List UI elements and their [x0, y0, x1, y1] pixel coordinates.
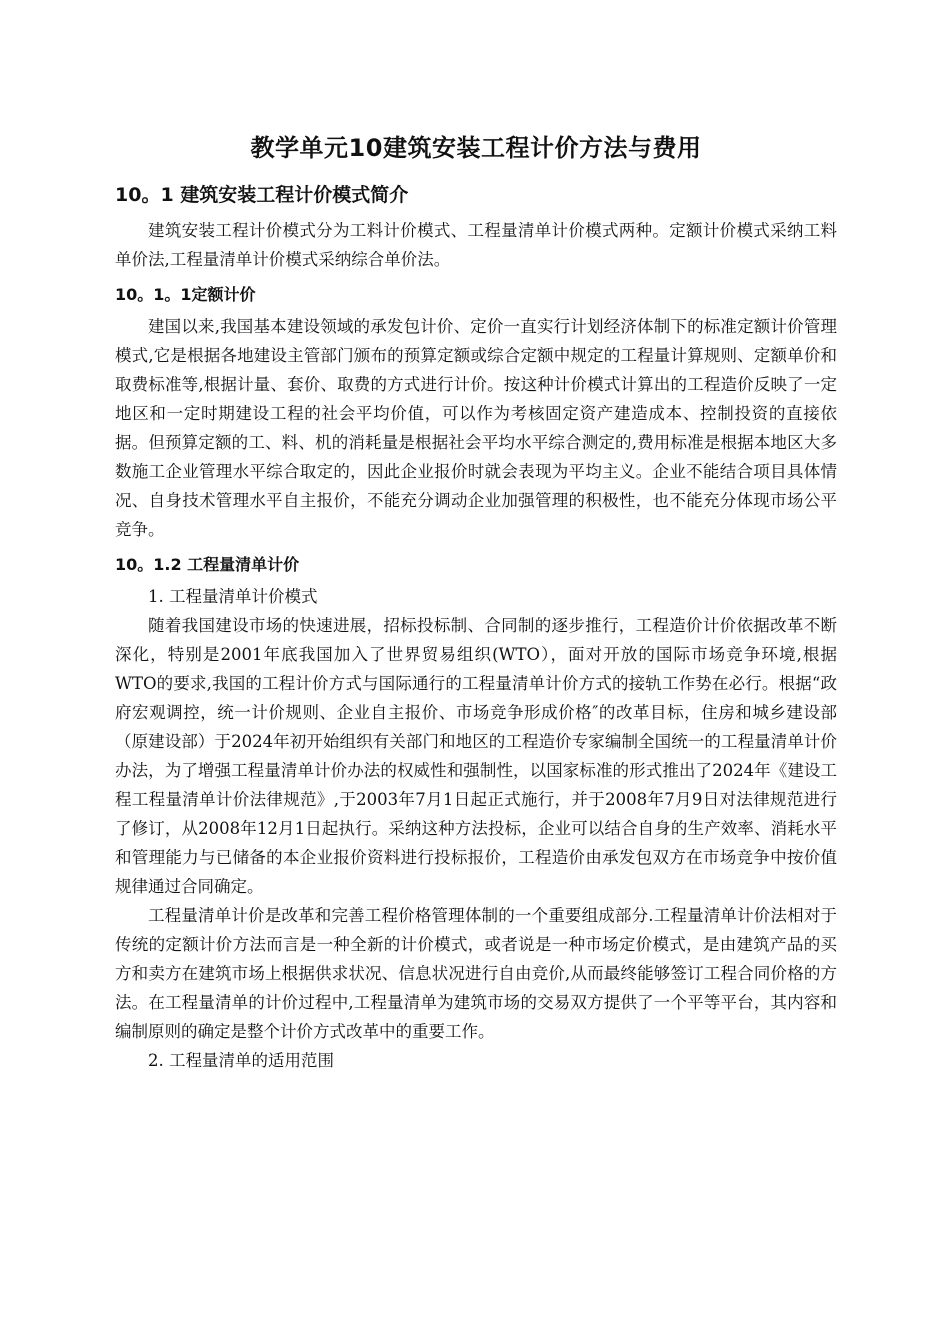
section-intro-paragraph: 建筑安装工程计价模式分为工料计价模式、工程量清单计价模式两种。定额计价模式采纳工料单价法,工程量清单计价模式采纳综合单价法。: [115, 221, 837, 269]
list-item-scope: 2. 工程量清单的适用范围: [148, 1051, 334, 1070]
subsection-heading-quota-pricing: 10。1。1定额计价: [115, 285, 256, 304]
section-heading: 10。1 建筑安装工程计价模式简介: [115, 184, 409, 206]
bill-of-quantities-paragraph-1: 随着我国建设市场的快速进展，招标投标制、合同制的逐步推行，工程造价计价依据改革不断深化，特别是2001年底我国加入了世界贸易组织(WTO），面对开放的国际市场竞争环境,根据WTO的要求,我国的工程计价方式与国际通行的工程量清单计价方式的接轨工作势在必行。根据“政府宏观调控，统一计价规则、企业自主报价、市场竞争形成价格″的改革目标，住房和城乡建设部（原建设部）于2024年初开始组织有关部门和地区的工程造价专家编制全国统一的工程量清单计价办法，为了增强工程量清单计价办法的权威性和强制性，以国家标准的形式推出了2024年《建设工程工程量清单计价法律规范》,于2003年7月1日起正式施行，并于2008年7月9日对法律规范进行了修订，从2008年12月1日起执行。采纳这种方法投标，企业可以结合自身的生产效率、消耗水平和管理能力与已储备的本企业报价资料进行投标报价，工程造价由承发包双方在市场竞争中按价值规律通过合同确定。: [115, 616, 837, 896]
subsection-heading-bill-of-quantities: 10。1.2 工程量清单计价: [115, 555, 300, 574]
list-item-pricing-mode: 1. 工程量清单计价模式: [148, 587, 318, 606]
bill-of-quantities-paragraph-2: 工程量清单计价是改革和完善工程价格管理体制的一个重要组成部分.工程量清单计价法相对于传统的定额计价方法而言是一种全新的计价模式，或者说是一种市场定价模式，是由建筑产品的买方和卖方在建筑市场上根据供求状况、信息状况进行自由竞价,从而最终能够签订工程合同价格的方法。在工程量清单的计价过程中,工程量清单为建筑市场的交易双方提供了一个平等平台，其内容和编制原则的确定是整个计价方式改革中的重要工作。: [115, 906, 837, 1041]
quota-pricing-paragraph: 建国以来,我国基本建设领域的承发包计价、定价一直实行计划经济体制下的标准定额计价管理模式,它是根据各地建设主管部门颁布的预算定额或综合定额中规定的工程量计算规则、定额单价和取费标准等,根据计量、套价、取费的方式进行计价。按这种计价模式计算出的工程造价反映了一定地区和一定时期建设工程的社会平均价值，可以作为考核固定资产建造成本、控制投资的直接依据。但预算定额的工、料、机的消耗量是根据社会平均水平综合测定的,费用标准是根据本地区大多数施工企业管理水平综合取定的，因此企业报价时就会表现为平均主义。企业不能结合项目具体情况、自身技术管理水平自主报价，不能充分调动企业加强管理的积极性，也不能充分体现市场公平竞争。: [115, 317, 837, 539]
document-page: [115, 128, 837, 1075]
document-title: 教学单元10建筑安装工程计价方法与费用: [250, 134, 702, 162]
